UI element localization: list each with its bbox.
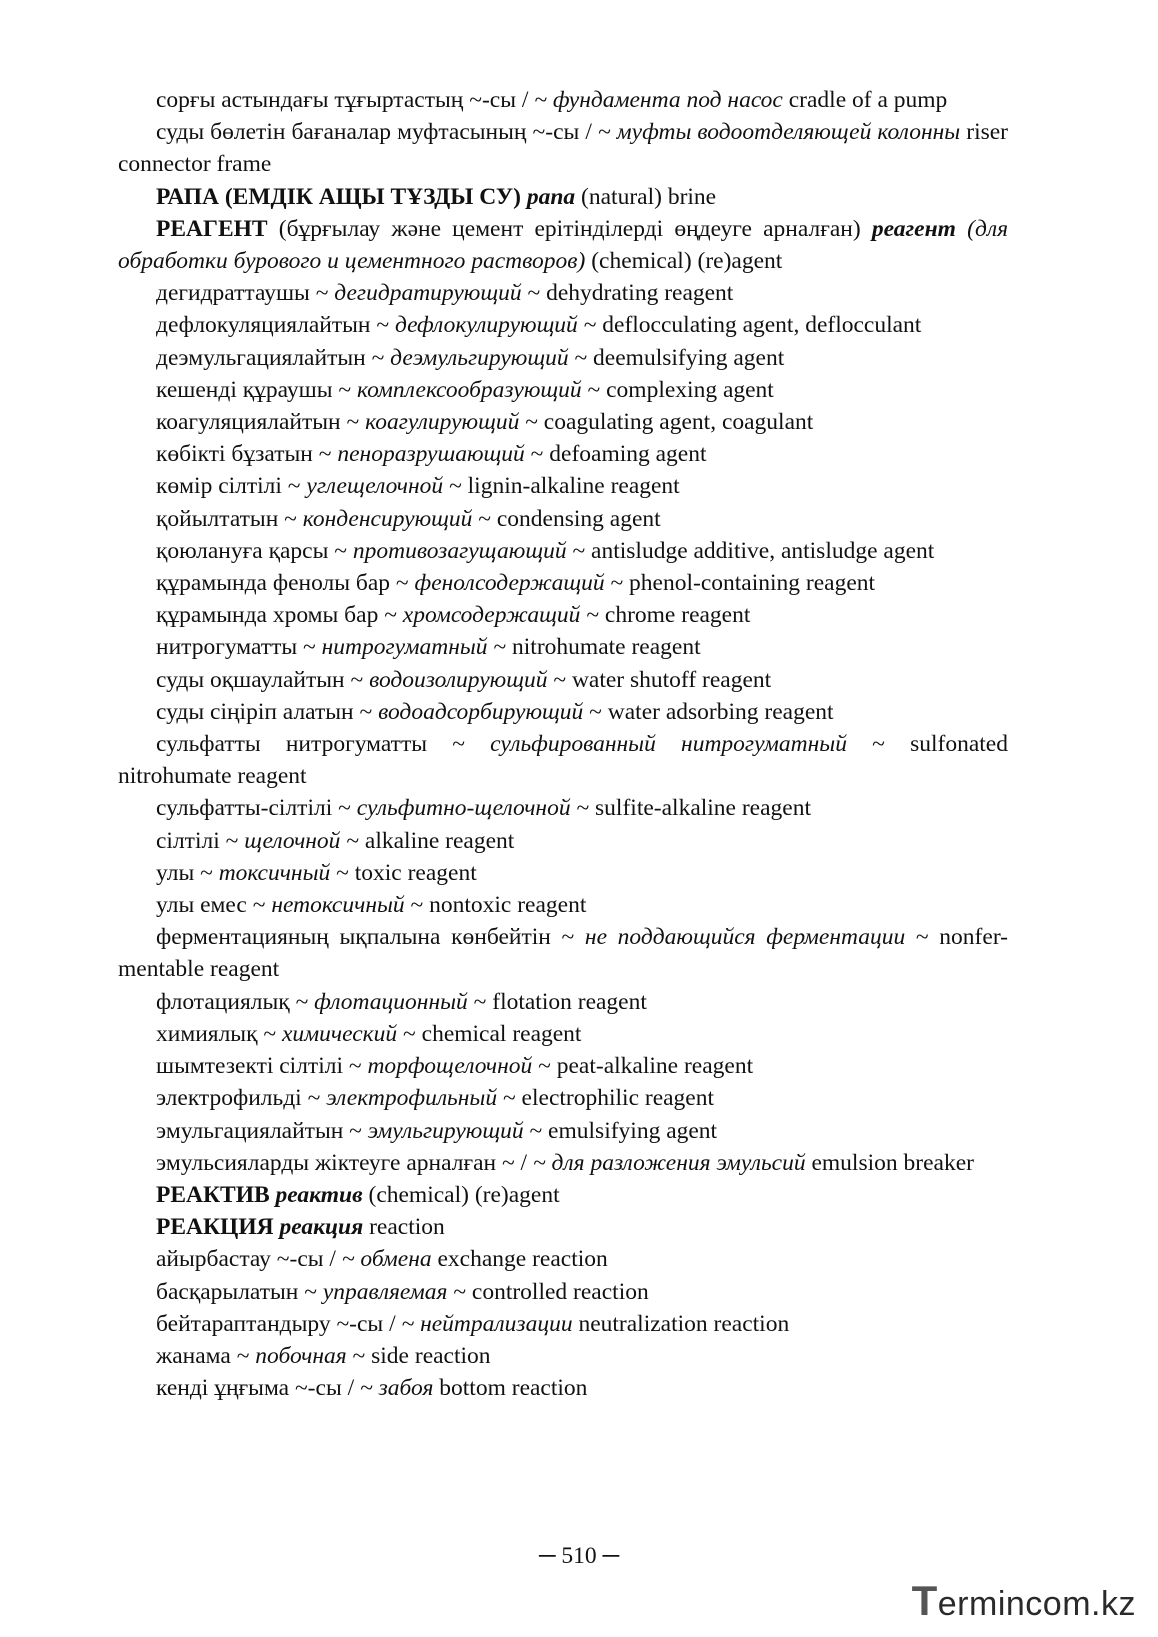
entry-text: көбікті бұзатын ~ (156, 441, 338, 468)
entry-text: сорғы астындағы тұғыртастың ~-сы / (156, 87, 535, 113)
russian-term: торфощелочной (367, 1053, 533, 1080)
entry-text: ~ sulfonated nitrohumate reagent (118, 731, 1008, 790)
entry-text: (бұрғылау және цемент ерітінділерді өңдеуге арналған) (267, 215, 872, 242)
entry-text: ~ deemulsifying agent (568, 344, 785, 371)
entry-text: қоюлануға қарсы ~ (156, 537, 353, 564)
logo-text-a: erminc (937, 1585, 1043, 1623)
dictionary-entry (118, 1147, 1008, 1179)
russian-term: сульфированный нитрогуматный (490, 731, 847, 758)
entry-text: ~ water shutoff reagent (547, 666, 772, 693)
entry-text: көмір сілтілі ~ (156, 473, 307, 500)
entry-text: reaction (363, 1214, 445, 1241)
entry-text: бейтараптандыру ~-сы / (156, 1310, 402, 1337)
entry-text: жанама ~ (156, 1342, 256, 1369)
logo-text-b: m.kz (1062, 1585, 1136, 1623)
logo-letter: T (911, 1577, 938, 1624)
russian-term: водоадсорбирующий (378, 698, 584, 725)
entry-text: ~ deflocculating agent, deflocculant (577, 312, 922, 339)
entry-text: деэмульгациялайтын ~ (156, 344, 391, 371)
entry-text: emulsion breaker (805, 1149, 974, 1176)
page-number: ─ 510 ─ (538, 1543, 620, 1569)
headword-russian: реагент (871, 215, 956, 242)
headword-russian: реакция (279, 1214, 364, 1241)
russian-term: химический (281, 1020, 398, 1047)
dictionary-entry (118, 181, 1008, 213)
dictionary-entry (118, 277, 1008, 309)
entry-text: ~ flotation reagent (467, 988, 647, 1015)
entry-text: коагуляциялайтын ~ (156, 409, 366, 436)
entry-text: exchange reaction (431, 1246, 608, 1273)
dictionary-entry (118, 1372, 1008, 1404)
russian-term: побочная (255, 1342, 347, 1369)
entry-text: ~ phenol-containing reagent (604, 570, 876, 597)
entry-text: riser connector frame (118, 119, 1009, 178)
dictionary-entry (118, 825, 1008, 857)
russian-term: дефлокулирующий (394, 312, 578, 339)
russian-term: (для обработки бурового и цементного растворов) (118, 215, 1009, 275)
entry-text: ферментацияның ықпалына көнбейтін ~ (156, 924, 585, 951)
entry-text: флотациялық ~ (156, 988, 315, 1015)
russian-term: управляемая (322, 1278, 448, 1305)
entry-text: сульфатты нитрогуматты ~ (156, 731, 491, 758)
russian-term: ~ обмена (341, 1246, 432, 1273)
headword-russian: рапа (526, 183, 576, 210)
dictionary-entry (118, 1179, 1008, 1211)
entry-text: кенді ұңғыма ~-сы / (156, 1375, 361, 1402)
dictionary-entry (118, 116, 1008, 180)
dictionary-entry (118, 921, 1008, 985)
russian-term: щелочной (244, 827, 341, 854)
headword: РЕАКЦИЯ (156, 1214, 274, 1241)
entry-text: ~ electrophilic reagent (497, 1085, 715, 1112)
dictionary-entry (118, 857, 1008, 889)
entry-text: улы емес ~ (156, 892, 272, 919)
dictionary-entry (118, 470, 1008, 502)
dictionary-entry (118, 728, 1008, 792)
dictionary-entry (118, 1340, 1008, 1372)
dictionary-entry (118, 406, 1008, 438)
entry-text: ~ toxic reagent (330, 859, 477, 886)
dictionary-entry (118, 631, 1008, 663)
headword: РЕАКТИВ (156, 1181, 270, 1208)
dictionary-entry (118, 792, 1008, 824)
dictionary-entry (118, 1082, 1008, 1114)
entry-text: құрамында хромы бар ~ (156, 602, 403, 629)
entry-text: электрофильді ~ (156, 1085, 327, 1112)
russian-term: хромсодержащий (402, 602, 581, 629)
russian-term: сульфитно-щелочной (356, 795, 571, 822)
entry-text: neutralization reaction (572, 1310, 790, 1337)
dictionary-entry (118, 986, 1008, 1018)
entry-text: нитрогуматты ~ (156, 634, 322, 661)
dictionary-entry (118, 1115, 1008, 1147)
russian-term: фенолсодержащий (414, 570, 605, 597)
entry-text: ~ sulfite-alkaline reagent (570, 795, 812, 822)
russian-term: дегидратирующий (334, 280, 522, 307)
entry-text: басқарылатын ~ (156, 1278, 323, 1305)
headword-russian: реактив (275, 1181, 363, 1208)
entry-text: (chemical) (re)agent (585, 248, 783, 275)
entry-text: дефлокуляциялайтын ~ (156, 312, 395, 339)
entry-text: сульфатты-сілтілі ~ (156, 795, 357, 822)
entry-text: қойылтатын ~ (156, 505, 303, 532)
entry-text: кешенді құраушы ~ (156, 376, 357, 403)
entry-text: суды сіңіріп алатын ~ (156, 698, 379, 725)
russian-term: ~ для разложения эмульсий (532, 1149, 806, 1176)
russian-term: флотационный (314, 988, 468, 1015)
dictionary-entry (118, 438, 1008, 470)
entry-text: ~ nonfer-mentable reagent (118, 924, 1008, 983)
termincom-logo (912, 1577, 1136, 1625)
dictionary-entry (118, 696, 1008, 728)
entry-text: сілтілі ~ (156, 827, 245, 854)
dictionary-entry (118, 374, 1008, 406)
dictionary-entry (118, 1276, 1008, 1308)
entry-text: айырбастау ~-сы / (156, 1246, 342, 1273)
entry-text: суды бөлетін бағаналар муфтасының ~-сы / (156, 119, 598, 146)
entry-text: ~ chemical reagent (397, 1020, 582, 1047)
dictionary-entry (118, 664, 1008, 696)
entry-text: ~ defoaming agent (524, 441, 707, 468)
russian-term: нетоксичный (271, 892, 405, 919)
russian-term: конденсирующий (302, 505, 473, 532)
russian-term: коагулирующий (365, 409, 520, 436)
entry-text: ~ dehydrating reagent (521, 280, 734, 307)
russian-term: токсичный (218, 859, 331, 886)
entry-text: (natural) brine (575, 183, 717, 210)
russian-term: противозагущающий (352, 537, 567, 564)
entry-text: дегидраттаушы ~ (156, 280, 335, 307)
dictionary-entry (118, 599, 1008, 631)
dictionary-entry (118, 1243, 1008, 1275)
entry-text: құрамында фенолы бар ~ (156, 570, 415, 597)
entry-text: ~ peat-alkaline reagent (532, 1053, 754, 1080)
russian-term: эмульгирующий (367, 1117, 524, 1144)
russian-term: электрофильный (326, 1085, 498, 1112)
entry-text: ~ coagulating agent, coagulant (519, 409, 814, 436)
entry-text: ~ emulsifying agent (523, 1117, 718, 1144)
dictionary-entry (118, 342, 1008, 374)
entry-text: ~ nontoxic reagent (404, 892, 587, 919)
headword: РЕАГЕНТ (156, 215, 268, 242)
entry-text: ~ condensing agent (472, 505, 661, 532)
russian-term: пеноразрушающий (337, 441, 525, 468)
dictionary-page (118, 84, 1008, 1404)
entry-text (956, 216, 967, 242)
russian-term: ~ фундамента под насос (534, 87, 783, 113)
headword: РАПА (ЕМДІК АЩЫ ТҰЗДЫ СУ) (156, 183, 521, 210)
russian-term: ~ забоя (360, 1375, 434, 1402)
entry-text: химиялық ~ (156, 1020, 282, 1047)
dictionary-entry (118, 213, 1008, 277)
entry-text: ~ complexing agent (581, 376, 774, 403)
entry-text: эмульгациялайтын ~ (156, 1117, 368, 1144)
dictionary-entry (118, 889, 1008, 921)
entry-text: ~ lignin-alkaline reagent (443, 473, 680, 500)
logo-text-o: o (1042, 1585, 1063, 1623)
entry-text: шымтезекті сілтілі ~ (156, 1053, 368, 1080)
dictionary-entry (118, 309, 1008, 341)
russian-term: нитрогуматный (321, 634, 488, 661)
dictionary-entry (118, 1050, 1008, 1082)
entry-text: cradle of a pump (782, 87, 948, 113)
entry-text: суды оқшаулайтын ~ (156, 666, 370, 693)
russian-term: углещелочной (306, 473, 444, 500)
entry-text: bottom reaction (433, 1375, 588, 1402)
entry-text: улы ~ (156, 859, 219, 886)
dictionary-entry (118, 567, 1008, 599)
dictionary-entry (118, 535, 1008, 567)
russian-term: водоизолирующий (369, 666, 548, 693)
russian-term: деэмульгирующий (390, 344, 569, 371)
entry-text: (chemical) (re)agent (362, 1181, 560, 1208)
entry-text: ~ chrome reagent (580, 602, 751, 629)
russian-term: комплексообразующий (356, 376, 582, 403)
entry-text: ~ controlled reaction (447, 1278, 649, 1305)
dictionary-entry (118, 1211, 1008, 1243)
entry-text: ~ water adsorbing reagent (583, 698, 834, 725)
entry-text: ~ antisludge additive, antisludge agent (566, 537, 935, 564)
entry-text: ~ nitrohumate reagent (487, 634, 701, 661)
entry-text: ~ side reaction (346, 1342, 491, 1369)
russian-term: не поддающийся ферментации (584, 924, 906, 951)
entry-text: эмульсияларды жіктеуге арналған ~ / (156, 1149, 533, 1176)
dictionary-entry (118, 503, 1008, 535)
dictionary-entry (118, 1018, 1008, 1050)
entry-text: ~ alkaline reagent (340, 827, 515, 854)
dictionary-entry (118, 1308, 1008, 1340)
dictionary-entry (118, 84, 1008, 116)
russian-term: ~ нейтрализации (401, 1310, 573, 1337)
russian-term: ~ муфты водоотделяющей колонны (597, 119, 961, 146)
